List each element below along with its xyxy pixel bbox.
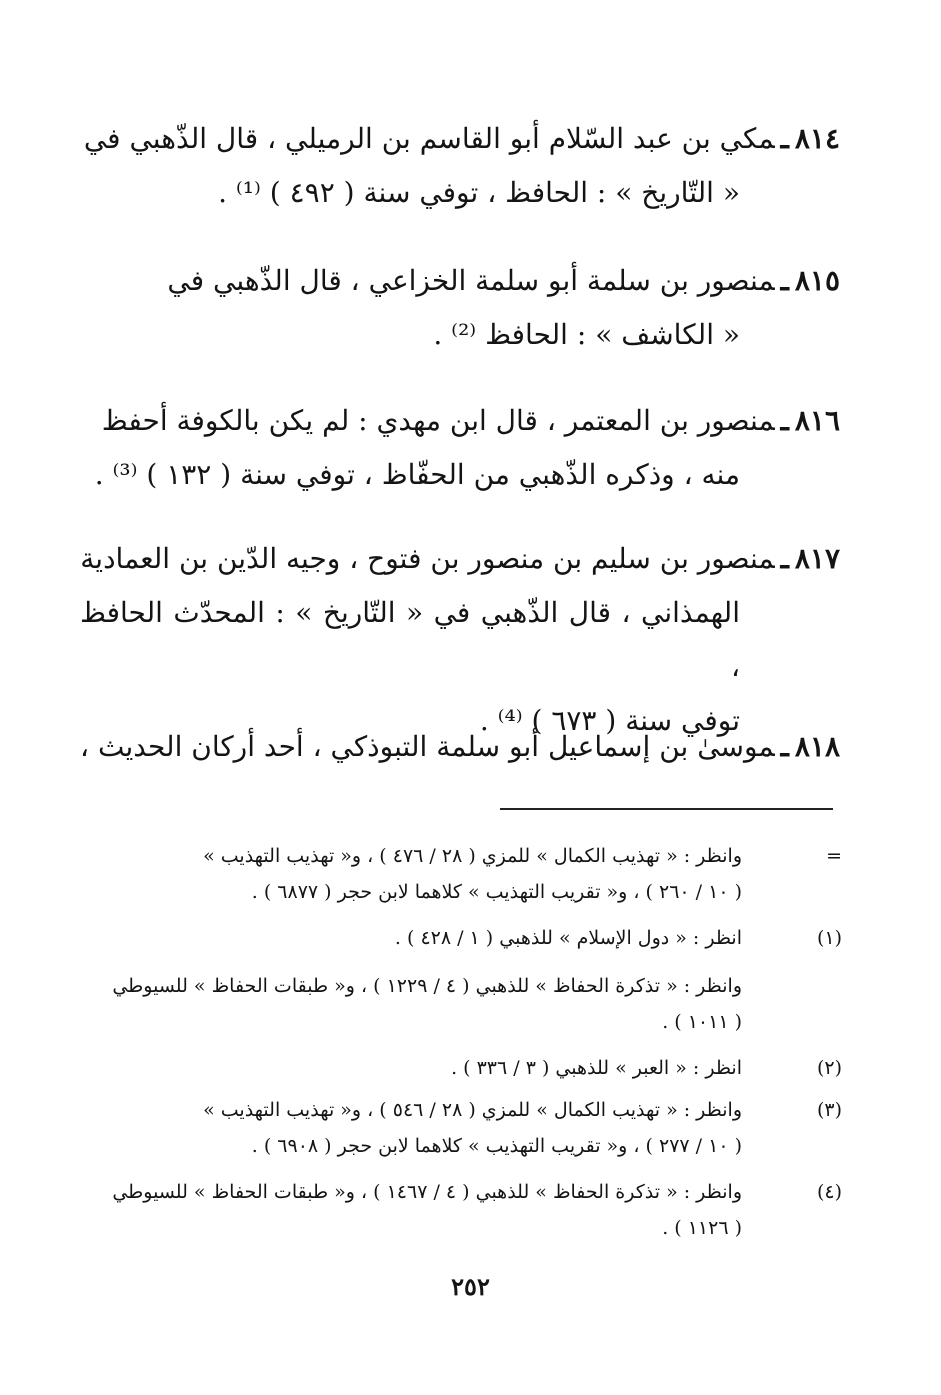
entry-dash: ـ <box>780 542 789 575</box>
entry-text: منصور بن سلمة أبو سلمة الخزاعي ، قال الذّهبي في <box>167 264 775 297</box>
entry-text: موسىٰ بن إسماعيل أبو سلمة التبوذكي ، أحد أركان الحديث ، <box>80 730 775 763</box>
entry-text: « التّاريخ » : الحافظ ، توفي سنة ( ٤٩٢ ) ⁽¹⁾ . <box>218 176 740 209</box>
entry-text: منصور بن سليم بن منصور بن فتوح ، وجيه الدّين بن العمادية <box>80 542 775 575</box>
entry-818 <box>80 720 840 774</box>
entry-line <box>80 720 840 774</box>
entry-text: مكي بن عبد السّلام أبو القاسم بن الرميلي ، قال الذّهبي في <box>83 122 775 155</box>
entry-line <box>80 112 840 166</box>
footnote-separator <box>500 808 833 810</box>
footnote-text: وانظر : « تذكرة الحفاظ » للذهبي ( ٤ / ١٢٢٩ ) ، و« طبقات الحفاظ » للسيوطي <box>112 975 742 997</box>
entry-line <box>80 254 840 308</box>
page-number: ٢٥٢ <box>451 1272 490 1301</box>
entry-text: الهمذاني ، قال الذّهبي في « التّاريخ » : المحدّث الحافظ ، <box>80 596 740 683</box>
footnote-text: انظر : « العبر » للذهبي ( ٣ / ٣٣٦ ) . <box>451 1057 742 1079</box>
entry-number: ٨١٦ <box>794 404 840 437</box>
footnote-text: وانظر : « تهذيب الكمال » للمزي ( ٢٨ / ٥٤٦ ) ، و« تهذيب التهذيب » <box>203 1099 742 1121</box>
entry-number: ٨١٧ <box>794 542 840 575</box>
footnote-text: ( ١١٢٦ ) . <box>662 1217 742 1239</box>
entry-text: « الكاشف » : الحافظ ⁽²⁾ . <box>433 318 740 351</box>
footnote-1-continued <box>82 968 842 1040</box>
footnote-text: وانظر : « تهذيب الكمال » للمزي ( ٢٨ / ٤٧٦ ) ، و« تهذيب التهذيب » <box>203 845 742 867</box>
footnote-text: ( ١٠١١ ) . <box>662 1011 742 1033</box>
footnote-2 <box>82 1050 842 1086</box>
entry-number: ٨١٥ <box>794 264 840 297</box>
footnote-mark: (٢) <box>816 1057 842 1079</box>
entry-dash: ـ <box>780 730 789 763</box>
footnote-mark: (٤) <box>816 1181 842 1203</box>
footnote-text: ( ١٠ / ٢٧٧ ) ، و« تقريب التهذيب » كلاهما لابن حجر ( ٦٩٠٨ ) . <box>251 1135 742 1157</box>
footnote-mark: (٣) <box>816 1099 842 1121</box>
entry-line <box>80 394 840 448</box>
entry-816 <box>80 394 840 502</box>
entry-dash: ـ <box>780 264 789 297</box>
footnote-text: انظر : « دول الإسلام » للذهبي ( ١ / ٤٢٨ ) . <box>394 927 742 949</box>
entry-dash: ـ <box>780 122 789 155</box>
footnote-text: وانظر : « تذكرة الحفاظ » للذهبي ( ٤ / ١٤٦٧ ) ، و« طبقات الحفاظ » للسيوطي <box>112 1181 742 1203</box>
entry-817 <box>80 532 840 748</box>
footnote-mark: = <box>826 845 842 867</box>
entry-number: ٨١٤ <box>794 122 840 155</box>
entry-dash: ـ <box>780 404 789 437</box>
footnote-3 <box>82 1092 842 1164</box>
entry-text: منه ، وذكره الذّهبي من الحفّاظ ، توفي سنة ( ١٣٢ ) ⁽³⁾ . <box>94 458 740 491</box>
entry-text: توفي سنة ( ٦٧٣ ) ⁽⁴⁾ . <box>479 704 740 737</box>
footnote-text: ( ١٠ / ٢٦٠ ) ، و« تقريب التهذيب » كلاهما لابن حجر ( ٦٨٧٧ ) . <box>251 881 742 903</box>
footnote-continued <box>82 838 842 910</box>
entry-text: منصور بن المعتمر ، قال ابن مهدي : لم يكن بالكوفة أحفظ <box>101 404 775 437</box>
footnote-4 <box>82 1174 842 1246</box>
entry-815 <box>80 254 840 362</box>
entry-number: ٨١٨ <box>794 730 840 763</box>
entry-line <box>80 532 840 586</box>
entry-814 <box>80 112 840 220</box>
footnote-mark: (١) <box>816 927 842 949</box>
footnote-1 <box>82 920 842 956</box>
